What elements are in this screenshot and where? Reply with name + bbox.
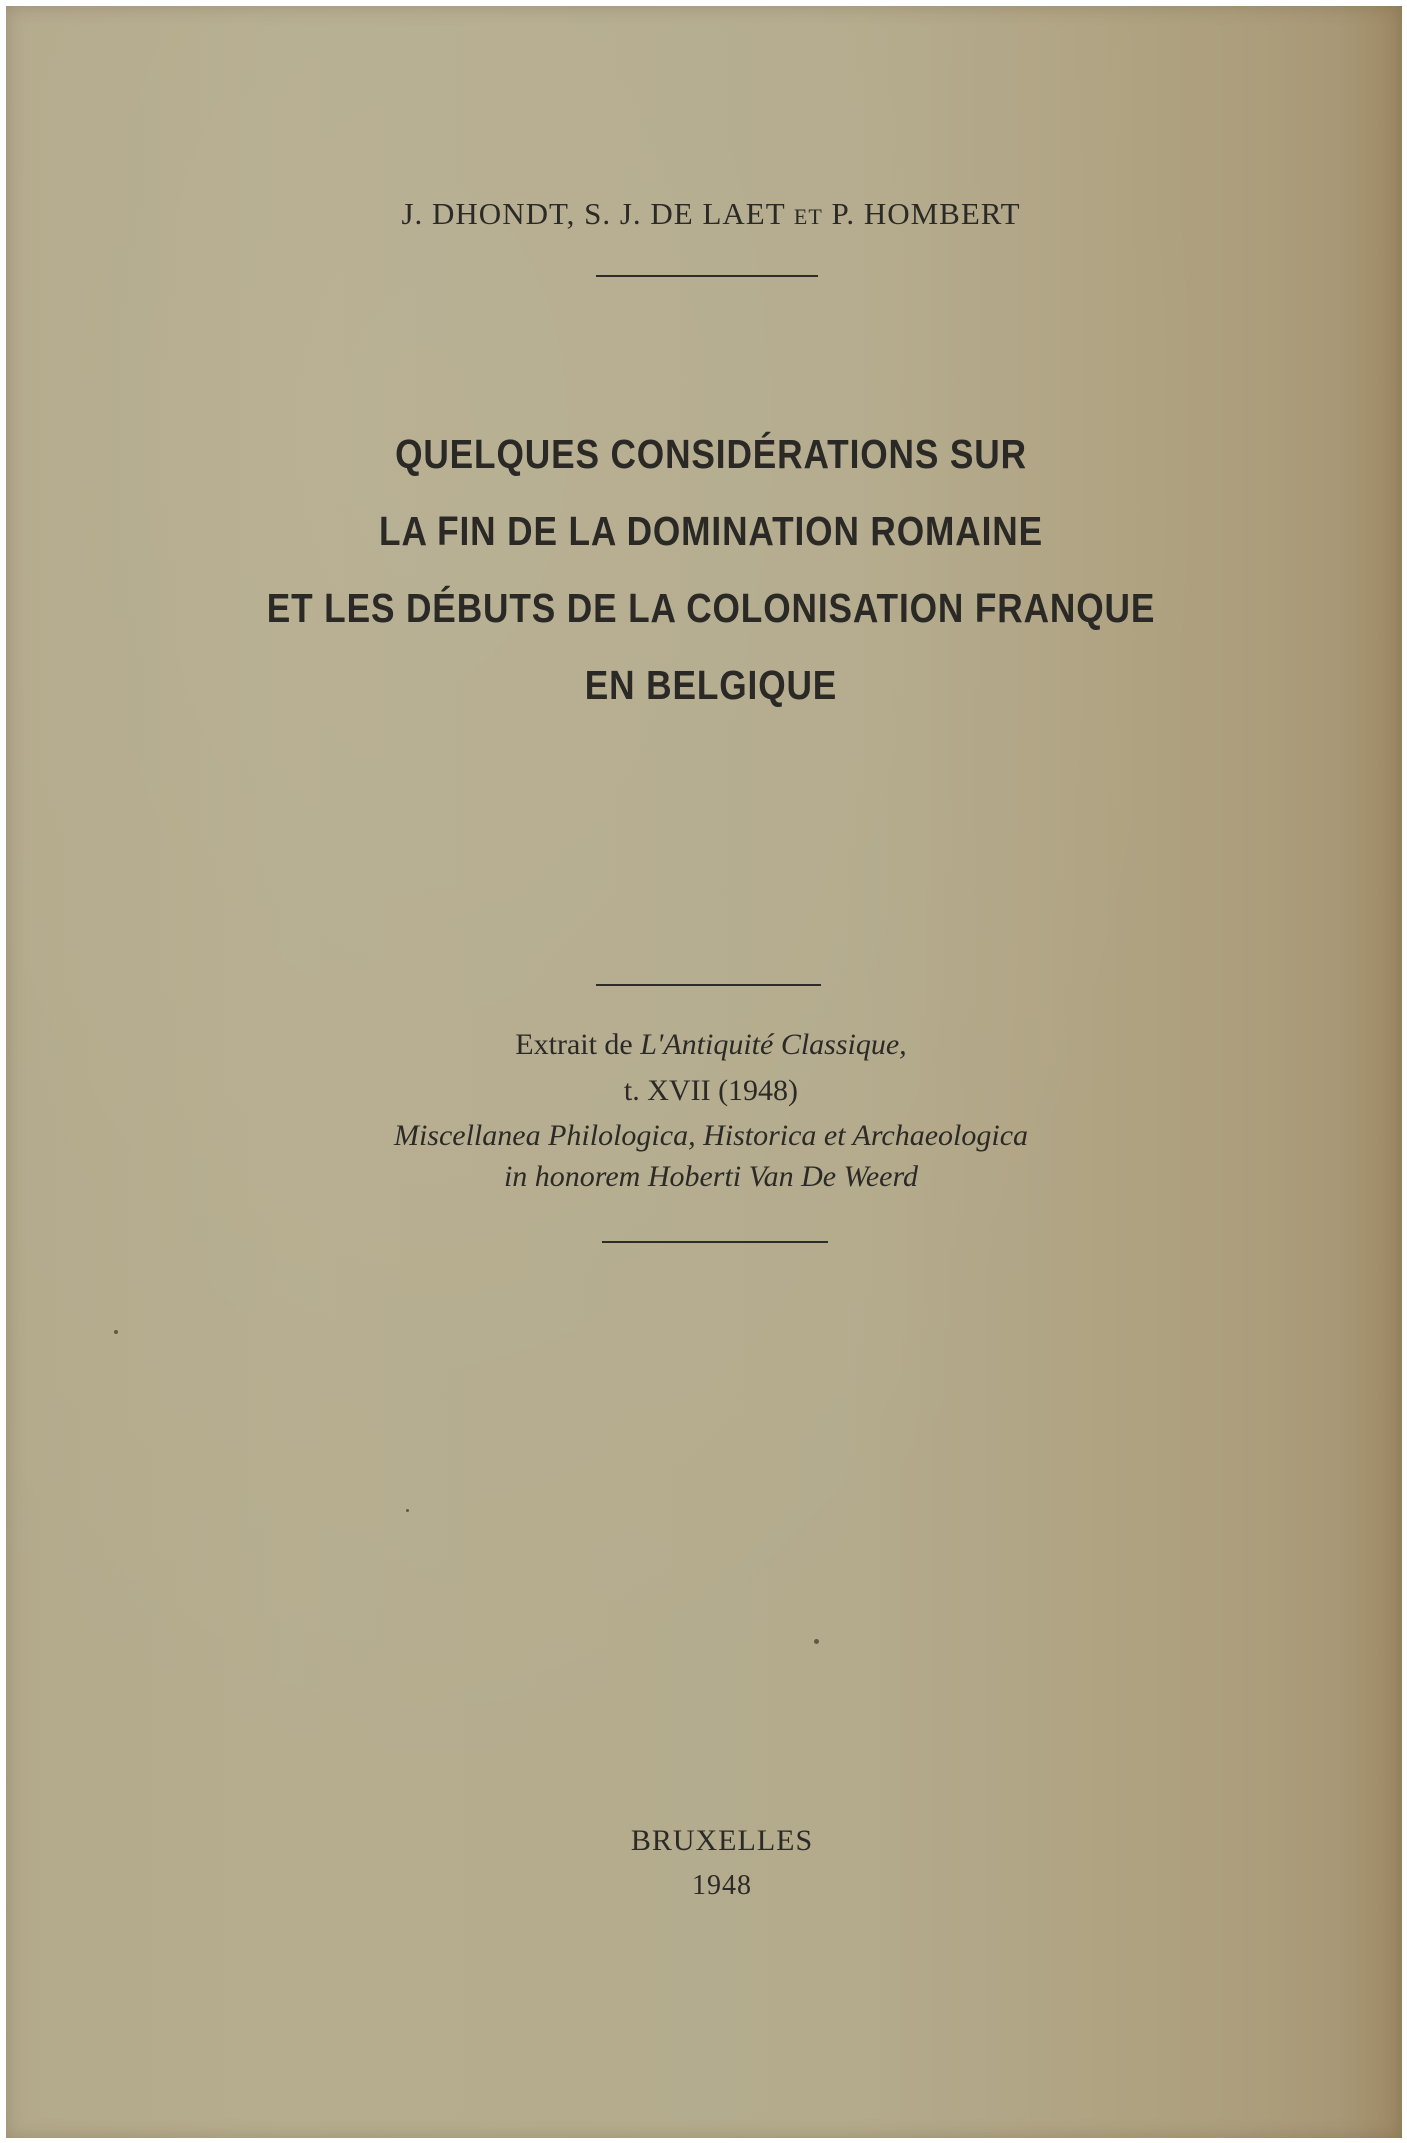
divider-rule-middle xyxy=(596,984,821,986)
extract-source-line xyxy=(6,1028,1407,1062)
title-line-4: EN BELGIQUE xyxy=(584,662,838,708)
title-line-2: LA FIN DE LA DOMINATION ROMAINE xyxy=(379,508,1043,554)
title-line-1: QUELQUES CONSIDÉRATIONS SUR xyxy=(395,431,1027,477)
author-names: J. DHONDT, S. J. DE LAET xyxy=(401,196,786,231)
author-conjunction: ET xyxy=(793,204,823,229)
divider-rule-bottom xyxy=(602,1241,828,1243)
paper-speck xyxy=(406,1509,409,1512)
paper-speck xyxy=(814,1639,819,1644)
divider-rule-top xyxy=(596,275,818,277)
imprint-year: 1948 xyxy=(692,1870,752,1901)
cover-edge-shading xyxy=(1342,6,1402,2138)
extract-journal: L'Antiquité Classique, xyxy=(640,1028,907,1061)
book-cover xyxy=(6,6,1402,2138)
extract-prefix: Extrait de xyxy=(515,1028,633,1061)
extract-honorem: in honorem Hoberti Van De Weerd xyxy=(503,1160,919,1193)
author-last: P. HOMBERT xyxy=(831,196,1021,231)
title-line-3: ET LES DÉBUTS DE LA COLONISATION FRANQUE xyxy=(266,585,1156,631)
imprint-city: BRUXELLES xyxy=(630,1824,814,1857)
extract-miscellanea: Miscellanea Philologica, Historica et Archaeologica xyxy=(393,1119,1029,1152)
paper-speck xyxy=(114,1330,118,1334)
extract-volume: t. XVII (1948) xyxy=(623,1074,799,1107)
authors-line xyxy=(6,196,1407,232)
